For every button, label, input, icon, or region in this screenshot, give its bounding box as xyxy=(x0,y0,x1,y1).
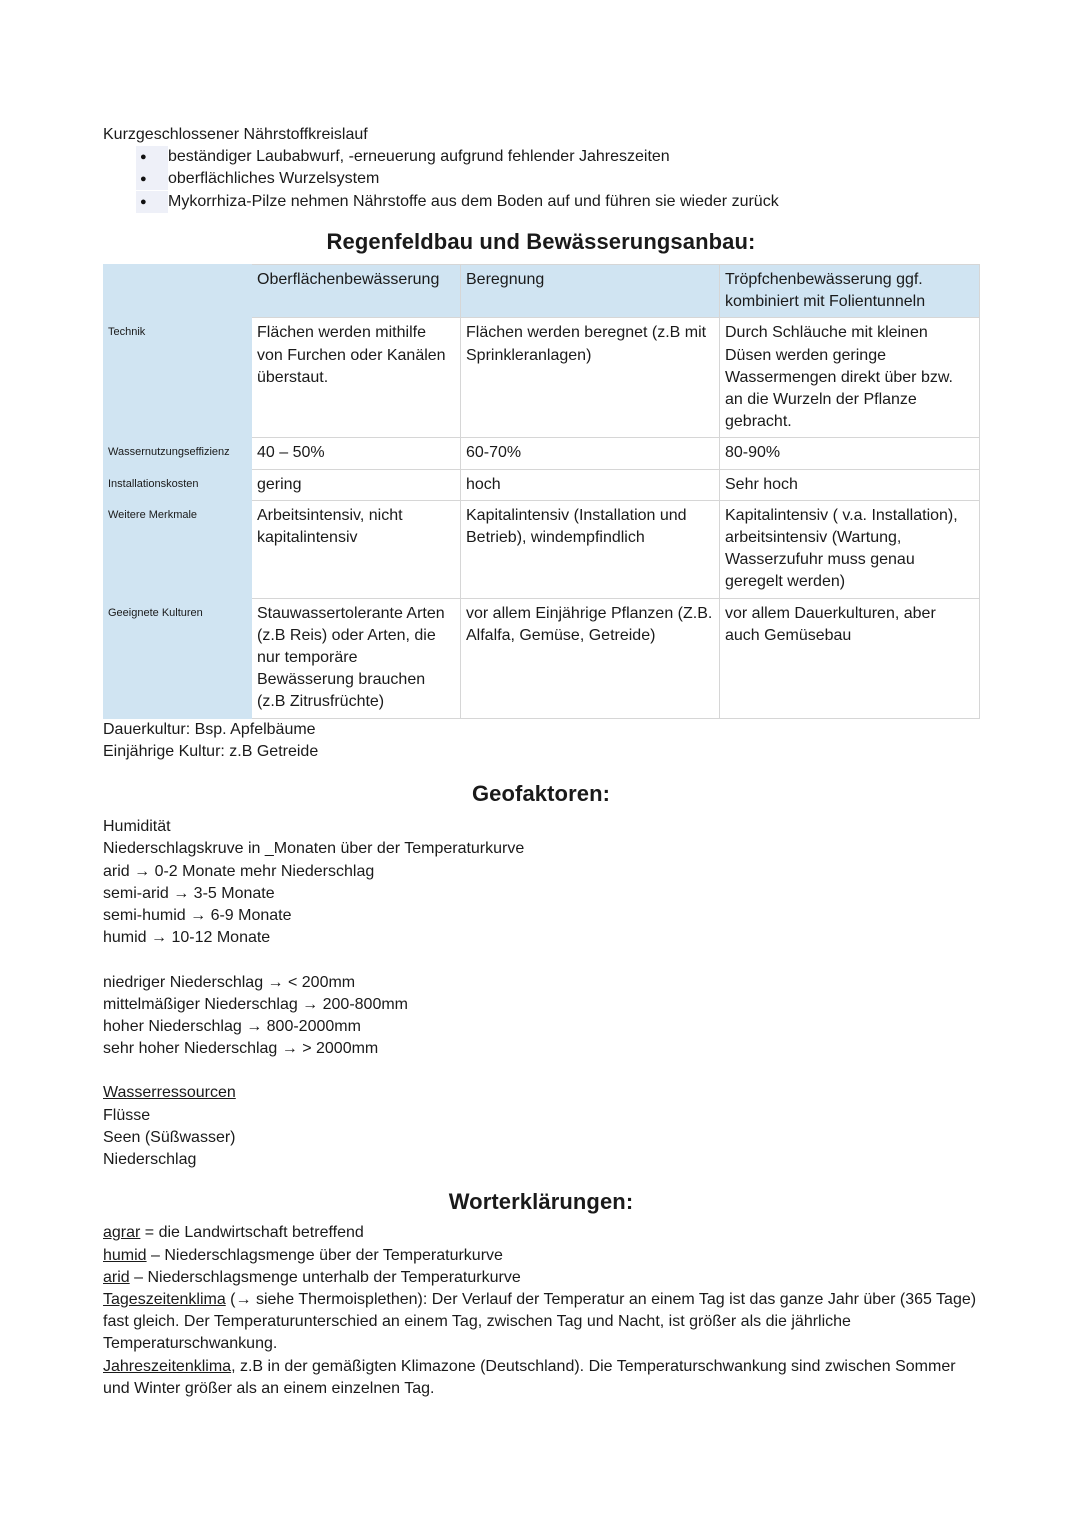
bullet-icon xyxy=(136,168,168,190)
table-row xyxy=(104,500,980,598)
section-title-geofactors: Geofaktoren: xyxy=(471,781,611,807)
table-cell: 60-70% xyxy=(461,438,720,469)
bullet-icon xyxy=(136,191,168,213)
text-line: hoher Niederschlag → 800-2000mm xyxy=(103,1017,361,1035)
intro-bullet-list xyxy=(103,146,979,213)
row-header: Installationskosten xyxy=(104,469,252,500)
table-row xyxy=(104,469,980,500)
table-cell: vor allem Einjährige Pflanzen (Z.B. Alfalfa, Gemüse, Getreide) xyxy=(461,598,720,718)
text-line: sehr hoher Niederschlag → > 2000mm xyxy=(103,1040,379,1058)
glossary-term: arid xyxy=(103,1268,130,1286)
table-cell: Sehr hoch xyxy=(720,469,980,500)
column-header: Oberflächenbewässerung xyxy=(252,265,461,318)
row-header: Weitere Merkmale xyxy=(104,500,252,598)
glossary-entry xyxy=(103,1267,979,1289)
intro-heading: Kurzgeschlossener Nährstoffkreislauf xyxy=(103,126,368,143)
table-cell: Kapitalintensiv (Installation und Betrieb), windempfindlich xyxy=(461,500,720,598)
list-item: ● Mykorrhiza-Pilze nehmen Nährstoffe aus dem Boden auf und führen sie wieder zurück xyxy=(103,191,979,213)
table-cell: 40 – 50% xyxy=(252,438,461,469)
table-corner xyxy=(104,265,252,318)
column-header: Beregnung xyxy=(461,265,720,318)
row-header: Geeignete Kulturen xyxy=(104,598,252,718)
table-header-row xyxy=(104,265,980,318)
table-cell: Flächen werden mithilfe von Furchen oder Kanälen überstaut. xyxy=(252,318,461,438)
table-cell: 80-90% xyxy=(720,438,980,469)
section-title-glossary: Worterklärungen: xyxy=(448,1189,634,1215)
text-line: semi-arid → 3-5 Monate xyxy=(103,884,275,902)
row-header: Wassernutzungseffizienz xyxy=(104,438,252,469)
glossary-definition: , z.B in der gemäßigten Klimazone (Deutschland). Die Temperaturschwankung sind zwischen Sommer und Winter größer als an einem einzelnen Tag. xyxy=(103,1357,960,1397)
text-line: arid → 0-2 Monate mehr Niederschlag xyxy=(103,862,375,880)
list-item: ● oberflächliches Wurzelsystem xyxy=(103,168,979,190)
text-line: humid → 10-12 Monate xyxy=(103,929,271,947)
glossary-term: Tageszeitenklima xyxy=(103,1290,226,1308)
table-row xyxy=(104,598,980,718)
glossary-definition: – Niederschlagsmenge über der Temperaturkurve xyxy=(146,1246,503,1264)
irrigation-table xyxy=(103,264,980,719)
table-cell: hoch xyxy=(461,469,720,500)
bullet-icon xyxy=(136,146,168,168)
text-line: Seen (Süßwasser) xyxy=(103,1128,236,1146)
document-page xyxy=(103,124,979,1400)
table-row xyxy=(104,438,980,469)
glossary-entry xyxy=(103,1356,979,1400)
text-line: Flüsse xyxy=(103,1106,151,1124)
glossary-entry xyxy=(103,1222,979,1244)
glossary-entry xyxy=(103,1245,979,1267)
table-cell: Kapitalintensiv ( v.a. Installation), arbeitsintensiv (Wartung, Wasserzufuhr muss genau geregelt werden) xyxy=(720,500,980,598)
glossary-definition: (→ siehe Thermoisplethen): Der Verlauf der Temperatur an einem Tag ist das ganze Jahr über (365 Tage) fast gleich. Der Temperaturunterschied an einem Tag, zwischen Tag und Nacht, ist größer als die jährliche Temperaturschwankung. xyxy=(103,1290,981,1353)
table-cell: Stauwassertolerante Arten (z.B Reis) oder Arten, die nur temporäre Bewässerung brauchen (z.B Zitrusfrüchte) xyxy=(252,598,461,718)
note-line: Dauerkultur: Bsp. Apfelbäume xyxy=(103,720,316,738)
column-header: Tröpfchenbewässerung ggf. kombiniert mit Folientunneln xyxy=(720,265,980,318)
table-cell: Durch Schläuche mit kleinen Düsen werden geringe Wassermengen direkt über bzw. an die Wurzeln der Pflanze gebracht. xyxy=(720,318,980,438)
text-line: Niederschlagskruve in _Monaten über der Temperaturkurve xyxy=(103,840,525,858)
glossary-definition: = die Landwirtschaft betreffend xyxy=(140,1224,364,1242)
glossary-entry xyxy=(103,1289,979,1356)
glossary-term: Jahreszeitenklima xyxy=(103,1357,232,1375)
glossary-term: agrar xyxy=(103,1224,141,1242)
list-item: ● beständiger Laubabwurf, -erneuerung aufgrund fehlender Jahreszeiten xyxy=(103,146,979,168)
water-resources-heading: Wasserressourcen xyxy=(103,1084,236,1102)
text-line: Humidität xyxy=(103,818,171,836)
note-line: Einjährige Kultur: z.B Getreide xyxy=(103,742,319,760)
glossary-term: humid xyxy=(103,1246,147,1264)
section-title-irrigation: Regenfeldbau und Bewässerungsanbau: xyxy=(326,228,756,254)
glossary-definition: – Niederschlagsmenge unterhalb der Temperaturkurve xyxy=(129,1268,521,1286)
row-header: Technik xyxy=(104,318,252,438)
text-line: mittelmäßiger Niederschlag → 200-800mm xyxy=(103,995,408,1013)
table-cell: gering xyxy=(252,469,461,500)
text-line: semi-humid → 6-9 Monate xyxy=(103,907,292,925)
text-line: Niederschlag xyxy=(103,1150,197,1168)
table-cell: Flächen werden beregnet (z.B mit Sprinkleranlagen) xyxy=(461,318,720,438)
table-cell: Arbeitsintensiv, nicht kapitalintensiv xyxy=(252,500,461,598)
table-cell: vor allem Dauerkulturen, aber auch Gemüsebau xyxy=(720,598,980,718)
text-line: niedriger Niederschlag → < 200mm xyxy=(103,973,356,991)
table-row xyxy=(104,318,980,438)
